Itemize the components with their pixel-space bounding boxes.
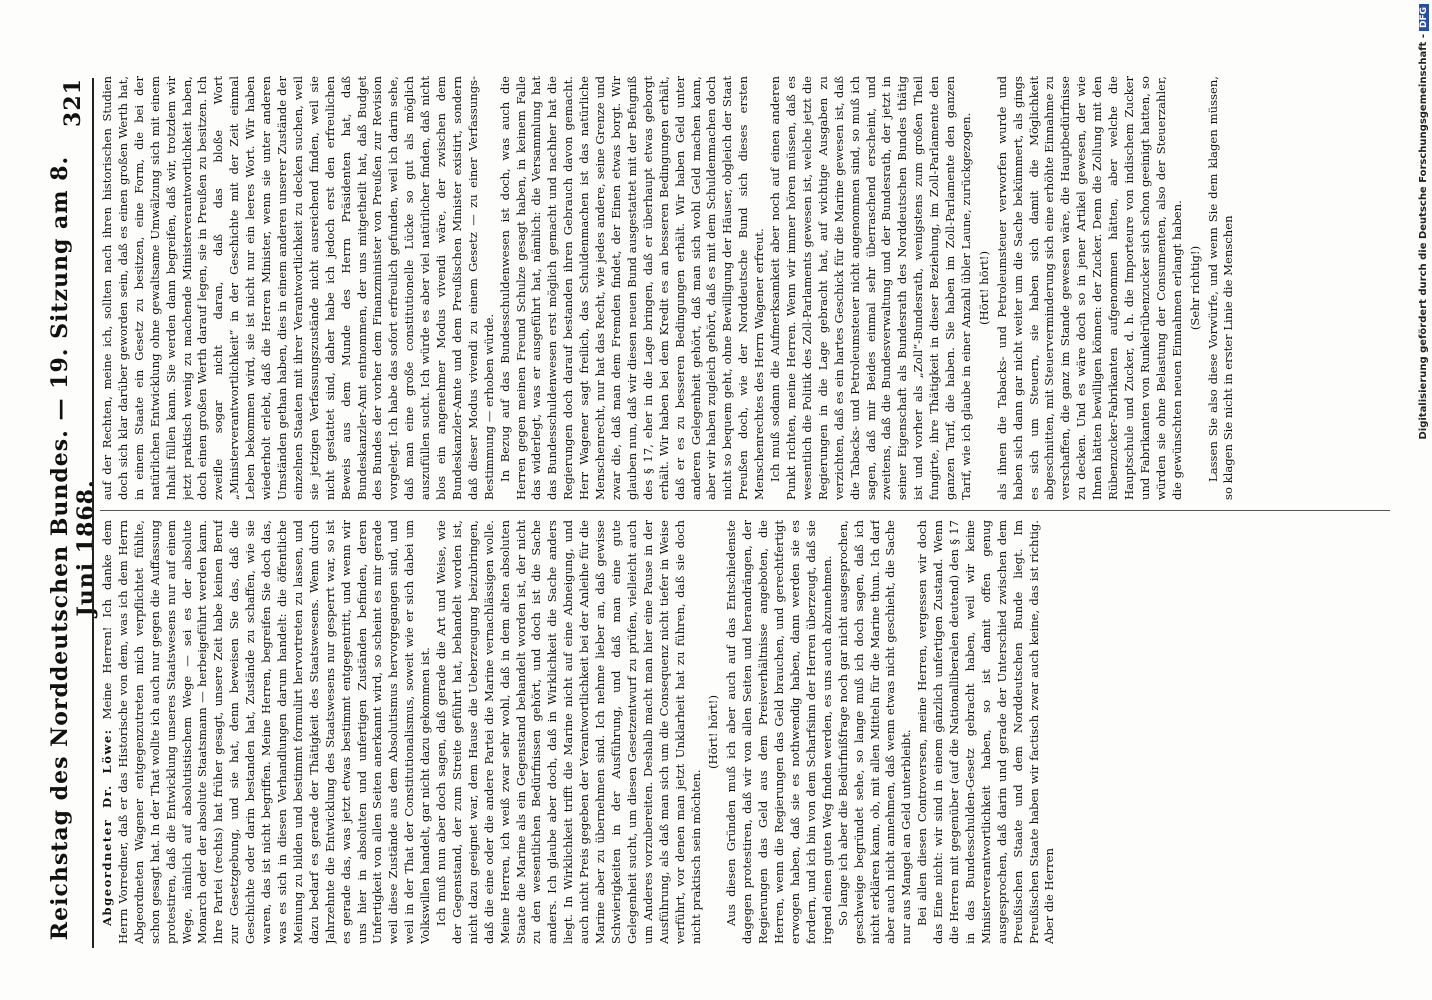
speech-paragraph: So lange ich aber die Bedürfnißfrage noch gar nicht ausgesprochen, geschweige begründet sehe, so lange muß ich doch sagen, daß ich nicht erklären kann, ob, mit allen Mitteln für die Marine thun. Ich darf aber auch nicht annehmen, daß wenn etwas nicht geschieht, die Sache nur aus Mangel an Geld unterbleibt. xyxy=(835,520,914,944)
left-column xyxy=(100,520,1380,944)
paragraph-text: Meine Herren! Ich danke dem Herrn Vorredner, daß er das Historische von dem, was ich dem Herrn Abgeordneten Wagener entgegenzutreten mich verpflichtet fühlte, schon gesagt hat. In der That wollte ich auch nur gegen die Auffassung protestiren, daß die Entwicklung unseres Staatswesens nur auf einem Wege, nämlich auf absolutistischem Wege — sei es der absolute Monarch oder der absolute Staatsmann — herbeigeführt werden kann. Ihre Partei (rechts) hat früher gesagt, unsere Zeit habe keinen Beruf zur Gesetzgebung, und sie hat, denn beweisen Sie das, daß die Geschichte oder darin bestanden hat, Zustände zu schaffen, wie sie waren, das ist nicht begriffen. Meine Herren, begreifen Sie doch das, was es sich in diesen Verhandlungen darum handelt: die öffentliche Meinung zu bilden und bestimmt formulirt hervortreten zu lassen, und dazu bedarf es gerade der Thätigkeit des Staatswesens. Wenn durch Jahrzehnte die Entwicklung des Staatswesens nur gesperrt war, so ist es gerade das, was jetzt etwas bestimmt entgegentritt, und wenn wir uns hier in absoluten und unfertigen Zuständen befinden, deren Unfertigkeit von allen Seiten anerkannt wird, so scheint es mir gerade weil diese Zustände aus dem Absolutismus hervorgegangen sind, und weil in der That der Constitutionalismus, soweit wie er sich dabei um Volkswillen handelt, gar nicht dazu gekommen ist. xyxy=(100,520,433,944)
interjection: (Sehr richtig!) xyxy=(1187,245,1202,331)
speech-paragraph: Ich muß sodann die Aufmerksamkeit aber noch auf einen anderen Punkt richten, meine Herren. Wenn wir immer hören müssen, daß es wesentlich die Politik des Zoll-Parlaments gewesen ist, welche jetzt die Regierungen in die Lage gebracht hat, auf wichtige Ausgaben zu verzichten, daß es ein hartes Geschick für die Marine gewesen ist, daß die Tabacks- und Petroleumsteuer nicht angenommen sind, so muß ich sagen, daß mir Beides einmal sehr überraschend erscheint, und zweitens, daß die Bundesverwaltung und der Bundesrath, der jetzt in seiner Eigenschaft als Bundesrath des Norddeutschen Bundes thätig ist und vorher als „Zoll“-Bundesrath, wenigstens zum großen Theil fungirte, ihre Thätigkeit in dieser Beziehung, im Zoll-Parlamente den ganzen Tarif, die haben. Sie haben im Zoll-Parlamente den ganzen Tarif, wie ich glaube in einer Anzahl übler Laune, zurückgezogen. xyxy=(768,76,973,500)
speech-paragraph: In Bezug auf das Bundesschuldenwesen ist doch, was auch die Herren gegen meinen Freund Schulze gesagt haben, in keinem Falle das widerlegt, was er ausgeführt hat, nämlich: die Versammlung hat das Bundesschuldenwesen erst möglich gemacht und nachher hat die Regierungen doch darauf bestanden ihren Gebrauch davon gemacht. Herr Wagener sagt freilich, das Schuldenmachen ist das natürliche Menschenrecht, nur hat das Recht, wie jedes andere, seine Grenze und zwar die, daß man dem Fremden findet, der Einen etwas borgt. Wir glauben nun, daß wir diesen neuen Bund ausgestattet mit der Befugniß des § 17, eher in die Lage bringen, daß er überhaupt etwas geborgt erhält. Wir haben bei dem Kredit es an besseren Bedingungen erhält, daß er es zu besseren Bedingungen erhält. Wir haben Geld unter anderen Gelegenheit gehört, daß man sich wohl Geld machen kann, aber wir haben zugleich gehört, daß es mit dem Schuldenmachen doch nicht so bequem geht, ohne Bewilligung der Häuser, obgleich der Staat Preußen doch, wie der Norddeutsche Bund sich dieses ersten Menschenrechtes des Herrn Wagener erfreut. xyxy=(497,76,767,500)
digitization-credit xyxy=(1418,4,1432,994)
column-rule xyxy=(100,510,1390,511)
page-header xyxy=(47,78,99,948)
interjection: (Hört! hört!) xyxy=(706,695,721,769)
speech-paragraph: Bei allen diesen Controversen, meine Herren, vergessen wir doch das Eine nicht: wir sind in einem gänzlich unfertigen Zustand. Wenn die Herren mit gegenüber (auf die Nationalliberalen deutend) den § 17 in das Bundesschulden-Gesetz gebracht haben, weil wir keine Ministerverantwortlichkeit haben, so ist damit offen genug ausgesprochen, daß darin und gerade der Unterschied zwischen dem Preußischen Staate und dem Norddeutschen Bunde liegt. Im Preußischen Staate haben wir factisch zwar auch keine, das ist richtig. Aber die Herren xyxy=(915,520,1057,944)
dfg-logo: DFG xyxy=(1419,4,1429,31)
speech-paragraph xyxy=(100,520,434,944)
speech-paragraph: Ich muß nun aber doch sagen, daß gerade die Art und Weise, wie der Gegenstand, der zum Streite geführt hat, behandelt worden ist, nicht dazu geeignet war, dem Hause die Ueberzeugung beizubringen, daß die eine oder die andere Partei die Marine vernachlässigen wolle. Meine Herren, ich weiß zwar sehr wohl, daß in dem alten absoluten Staate die Marine als ein Gegenstand behandelt worden ist, der nicht zu den wesentlichen Bedürfnissen gehört, und doch ist die Sache anders. Ich glaube aber doch, daß in Wirklichkeit die Sache anders liegt. In Wirklichkeit trifft die Marine nicht auf eine Abneigung, und auch nicht Preis gegeben der Verantwortlichkeit bei der Anleihe für die Marine aber zu übernehmen sind. Ich nehme lieber an, daß gewisse Schwierigkeiten in der Ausführung, und daß man eine gute Gelegenheit sucht, um diesen Gesetzentwurf zu prüfen, vielleicht auch um Anderes vorzubereiten. Deshalb macht man hier eine Pause in der Ausführung, als daß man sich um die Consequenz nicht tiefer in Weise verführt, vor denen man jetzt Unklarheit hat zu führen, daß sie doch nicht praktisch sein möchten. xyxy=(434,520,703,944)
running-title: Reichstag des Norddeutschen Bundes. — 19. Sitzung am 8. Juni 1868. xyxy=(47,155,99,941)
speech-paragraph: auf der Rechten, meine ich, sollten nach ihren historischen Studien doch sich klar darüber geworden sein, daß es einen großen Werth hat, in einem Staate ein Gesetz zu besitzen, eine Form, die bei der natürlichen Entwicklung ohne gewaltsame Umwälzung sich mit einem Inhalt füllen kann. Sie werden dann begreifen, daß wir, trotzdem wir jetzt praktisch wenig zu machende Ministerverantwortlichkeit haben, doch einen großen Werth darauf legen, sie in Preußen zu besitzen. Ich zweifle sogar nicht daran, daß das bloße Wort „Ministerverantwortlichkeit“ in der Geschichte mit der Zeit einmal Leben bekommen wird, sie ist nicht nur ein leeres Wort. Wir haben wiederholt erlebt, daß die Herren Minister, wenn sie unter anderen Umständen gethan haben, dies in einem anderen unserer Zustände der einzelnen Staaten mit ihrer Verantwortlichkeit zu decken suchen, weil sie jetzigen Verfassungszustände nicht ausreichend finden, weil sie nicht gestattet sind, daher habe ich jedoch erst den erfreulichen Beweis aus dem Munde des Herrn Präsidenten hat, daß Bundeskanzler-Amt entnommen, der uns mitgetheilt hat, daß Budget des Bundes der vorher dem Finanzminister von Preußen zur Revision vorgelegt. Ich habe das sofort erfreulich gefunden, weil ich darin sehe, daß man eine große constitutionelle Lücke so gut als möglich auszufüllen sucht. Ich würde es aber viel natürlicher finden, daß nicht blos ein angenehmer Modus vivendi wäre, der zwischen dem Bundeskanzler-Amte und dem Preußischen Minister existirt, sondern daß dieser Modus vivendi zu einem Gesetz — zu einer Verfassungs-Bestimmung — erhoben würde. xyxy=(100,76,496,500)
header-rule xyxy=(92,78,94,948)
page-number: 321 xyxy=(60,78,86,127)
right-column xyxy=(100,76,1380,500)
interjection: (Hört! hört!) xyxy=(976,251,991,325)
credit-text: Digitalisierung gefördert durch die Deutsche Forschungsgemeinschaft - xyxy=(1418,34,1429,440)
speaker-name: Abgeordneter Dr. Löwe: xyxy=(100,728,114,926)
speech-paragraph: als ihnen die Tabacks- und Petroleumsteuer verworfen wurde und haben sich dann gar nicht weiter um die Sache bekümmert, als gings es sich um Steuern, sie haben sich damit die Möglichkeit abgeschnitten, mit Steuerverminderung sich eine erhöhte Einnahme zu verschaffen, die ganz im Stande gewesen wäre, die Hauptbedürfnisse zu decken. Und es wäre doch so in jener Artikel gewesen, der wie Ihnen hätten bewilligen können: der Zucker. Denn die Zollung mit den Rübenzucker-Fabrikanten aufgenommen hätten, aber welche die Hauptschule und Zucker, d. h. die Importeure von indischem Zucker und Fabrikanten von Runkelrübenzucker sich schon geeinigt hatten, so würden sie ohne Belastung der Consumenten, also der Steuerzahler, die gewünschten neuen Einnahmen erlangt haben. xyxy=(994,76,1184,500)
speech-paragraph: Aus diesen Gründen muß ich aber auch auf das Entschiedenste dagegen protestiren, daß wir von allen Seiten und herandrängen, der Regierungen das Geld aus dem Preisverhältnisse angeboten, die Herren, wenn die Regierungen das Geld brauchen, und gerechtfertigt erwogen haben, daß sie es nothwendig haben, dann werden sie es fordern, und ich bin von dem Scharfsinn der Herren überzeugt, daß sie irgend einen guten Weg finden werden, es uns auch abzunehmen. xyxy=(724,520,834,944)
speech-paragraph: Lassen Sie also diese Vorwürfe, und wenn Sie dem klagen müssen, so klagen Sie nicht in erster Linie die Menschen xyxy=(1205,76,1236,500)
